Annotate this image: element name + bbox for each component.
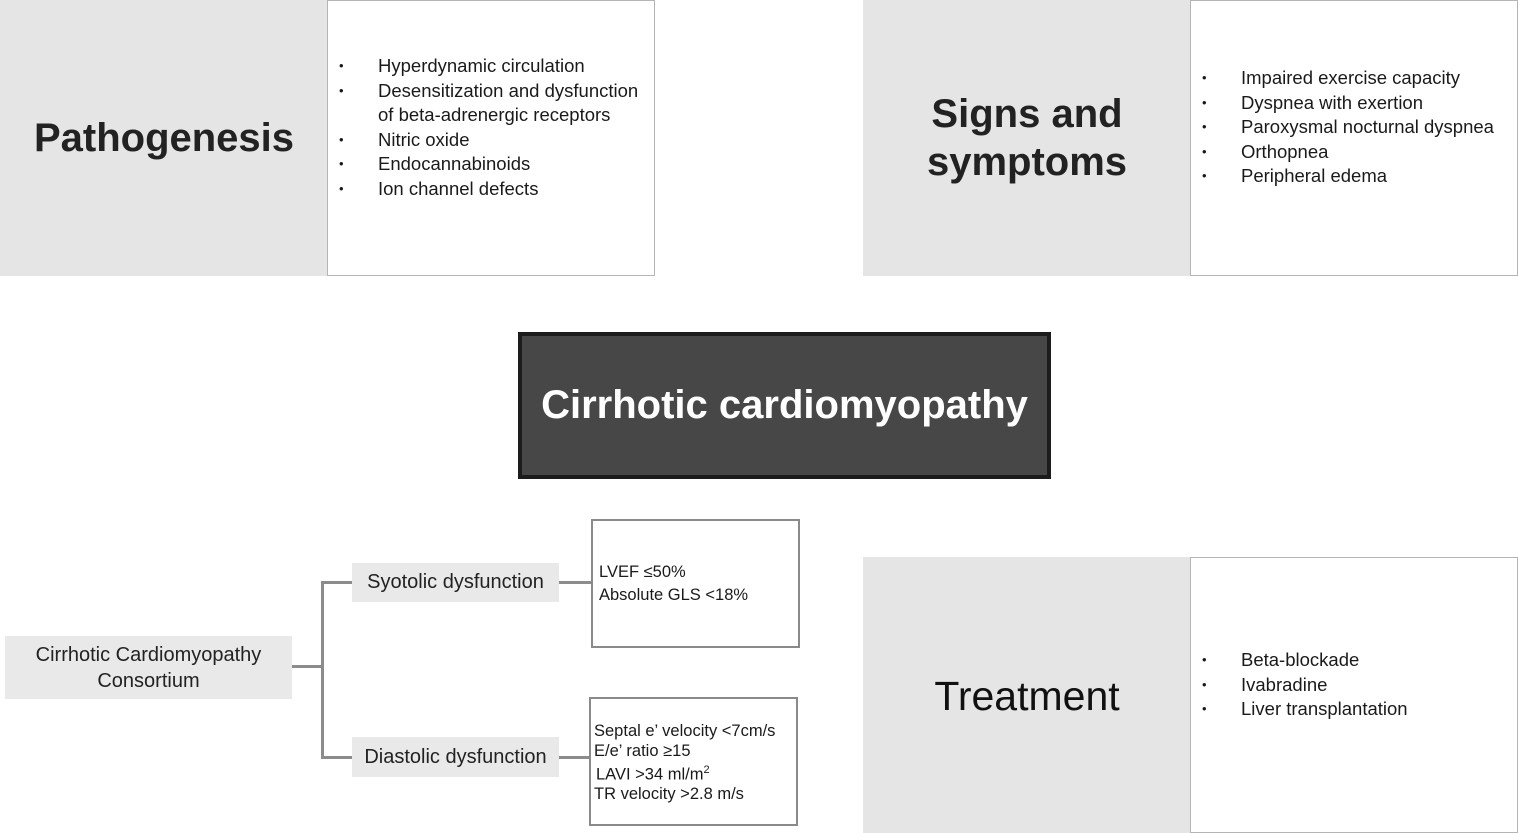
diastolic-label-box [352,737,559,777]
list-item: • Ivabradine [1191,673,1517,698]
list-item: • Hyperdynamic circulation [328,54,654,79]
central-title: Cirrhotic cardiomyopathy [541,383,1028,427]
list-item: • Orthopnea [1191,140,1517,165]
lavi-text: LAVI >34 ml/m [596,765,704,784]
criterion: Absolute GLS <18% [599,586,749,604]
connector-line [321,581,324,759]
connector-line [559,581,592,584]
signs-panel [863,0,1191,276]
list-item: • Liver transplantation [1191,697,1517,722]
treatment-list [1191,648,1517,722]
signs-list [1191,66,1517,189]
diastolic-criteria-box [589,697,798,826]
list-item: • Paroxysmal nocturnal dyspnea [1191,115,1517,140]
ratio-prefix: E/e’ ratio [594,741,664,760]
treatment-list-box [1190,557,1518,833]
connector-line [559,756,591,759]
ratio-value: ≥15 [663,741,691,760]
pathogenesis-panel [0,0,328,276]
signs-title-line2: symptoms [926,140,1128,184]
systolic-label-box [352,563,559,602]
treatment-panel [863,557,1191,833]
central-title-box [518,332,1051,479]
systolic-criteria-box [591,519,800,648]
consortium-line1: Cirrhotic Cardiomyopathy [35,643,262,666]
pathogenesis-list [328,54,654,201]
signs-title-line1: Signs and [931,92,1123,136]
criterion: LVEF ≤50% [599,563,686,581]
signs-list-box [1190,0,1518,276]
list-item: • Peripheral edema [1191,164,1517,189]
connector-line [321,581,353,584]
systolic-label: Syotolic dysfunction [367,571,544,593]
list-item: • Ion channel defects [328,177,654,202]
connector-line [292,665,322,668]
list-item: • Impaired exercise capacity [1191,66,1517,91]
criterion: TR velocity >2.8 m/s [594,785,744,803]
criterion [594,761,796,785]
list-item: • Dyspnea with exertion [1191,91,1517,116]
consortium-box [5,636,292,699]
consortium-line2: Consortium [97,669,200,692]
criterion: Septal e’ velocity <7cm/s [594,722,776,740]
pathogenesis-list-box [327,0,655,276]
pathogenesis-title: Pathogenesis [33,115,295,160]
list-item: • Endocannabinoids [328,152,654,177]
treatment-title: Treatment [934,672,1120,719]
diastolic-label: Diastolic dysfunction [364,745,547,768]
lavi-superscript: 2 [703,764,710,776]
list-item: • Beta-blockade [1191,648,1517,673]
connector-line [321,756,353,759]
list-item: • Desensitization and dysfunction of beta-adrenergic receptors [328,79,654,128]
list-item: • Nitric oxide [328,128,654,153]
criterion [594,742,796,762]
